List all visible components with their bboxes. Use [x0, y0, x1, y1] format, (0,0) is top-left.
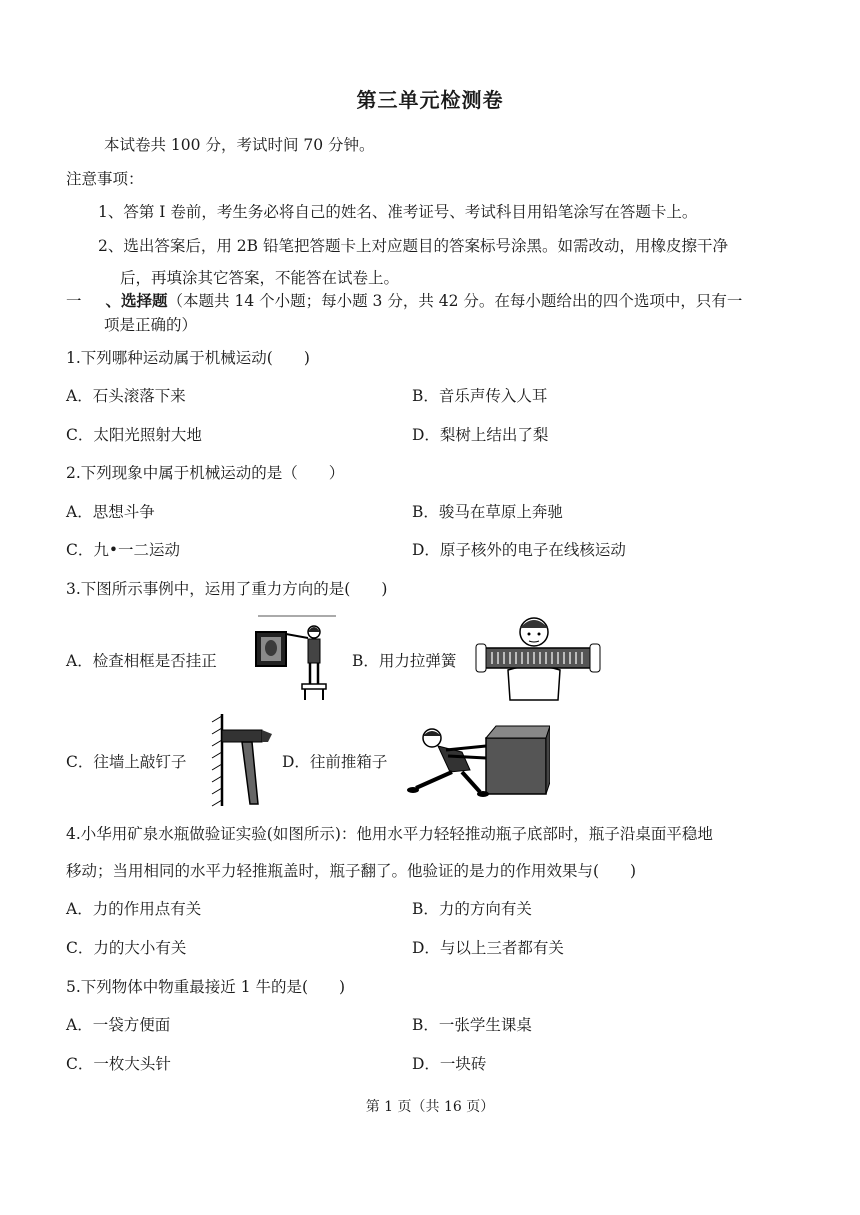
- question-1-option-c: C．太阳光照射大地: [66, 426, 202, 444]
- question-3-option-d: D．往前推箱子: [282, 753, 388, 771]
- question-3-stem: 3.下图所示事例中，运用了重力方向的是( ): [66, 580, 388, 598]
- notice-item-2: 2、选出答案后，用 2B 铅笔把答题卡上对应题目的答案标号涂黑。如需改动，用橡皮擦干净: [98, 237, 728, 255]
- question-3-option-c: C．往墙上敲钉子: [66, 753, 187, 771]
- question-2-option-c: C．九•一二运动: [66, 541, 181, 559]
- question-5-option-a: A．一袋方便面: [66, 1016, 171, 1034]
- question-3-option-b: B．用力拉弹簧: [352, 652, 457, 670]
- spring-expander-figure: [474, 610, 604, 706]
- question-1-option-d: D．梨树上结出了梨: [412, 426, 549, 444]
- question-1-option-b: B．音乐声传入人耳: [412, 387, 548, 405]
- section-number: 一: [66, 292, 82, 310]
- section-desc: （本题共 14 个小题；每小题 3 分，共 42 分。在每小题给出的四个选项中，只有一: [167, 292, 743, 310]
- page-title: 第三单元检测卷: [356, 88, 504, 112]
- question-5-option-d: D．一块砖: [412, 1055, 487, 1073]
- question-4-option-c: C．力的大小有关: [66, 939, 187, 957]
- question-5-option-c: C．一枚大头针: [66, 1055, 171, 1073]
- question-2-option-a: A．思想斗争: [66, 503, 155, 521]
- question-4-stem-cont: 移动；当用相同的水平力轻推瓶盖时，瓶子翻了。他验证的是力的作用效果与( ): [66, 862, 637, 880]
- question-1-option-a: A．石头滚落下来: [66, 387, 186, 405]
- exam-intro: 本试卷共 100 分，考试时间 70 分钟。: [104, 136, 375, 154]
- question-1-stem: 1.下列哪种运动属于机械运动( ): [66, 349, 310, 367]
- question-5-option-b: B．一张学生课桌: [412, 1016, 532, 1034]
- notice-item-2-cont: 后，再填涂其它答案，不能答在试卷上。: [120, 269, 400, 287]
- section-desc-cont: 项是正确的）: [104, 316, 198, 334]
- notice-label: 注意事项：: [66, 170, 144, 188]
- question-5-stem: 5.下列物体中物重最接近 1 牛的是( ): [66, 978, 346, 996]
- question-4-option-d: D．与以上三者都有关: [412, 939, 564, 957]
- question-4-option-a: A．力的作用点有关: [66, 900, 202, 918]
- push-box-figure: [400, 716, 550, 802]
- section-title: 、选择题: [105, 291, 168, 310]
- question-3-option-a: A．检查相框是否挂正: [66, 652, 217, 670]
- question-2-stem: 2.下列现象中属于机械运动的是（ ）: [66, 464, 345, 482]
- hammer-wall-figure: [208, 712, 278, 808]
- notice-item-1: 1、答第 I 卷前，考生务必将自己的姓名、准考证号、考试科目用铅笔涂写在答题卡上。: [98, 203, 698, 221]
- picture-frame-figure: [248, 612, 338, 702]
- question-2-option-b: B．骏马在草原上奔驰: [412, 503, 563, 521]
- question-2-option-d: D．原子核外的电子在线核运动: [412, 541, 626, 559]
- section-heading: [66, 290, 742, 312]
- page-footer: 第 1 页（共 16 页）: [365, 1099, 495, 1115]
- question-4-option-b: B．力的方向有关: [412, 900, 532, 918]
- question-4-stem: 4.小华用矿泉水瓶做验证实验(如图所示)：他用水平力轻轻推动瓶子底部时，瓶子沿桌面平稳地: [66, 825, 713, 843]
